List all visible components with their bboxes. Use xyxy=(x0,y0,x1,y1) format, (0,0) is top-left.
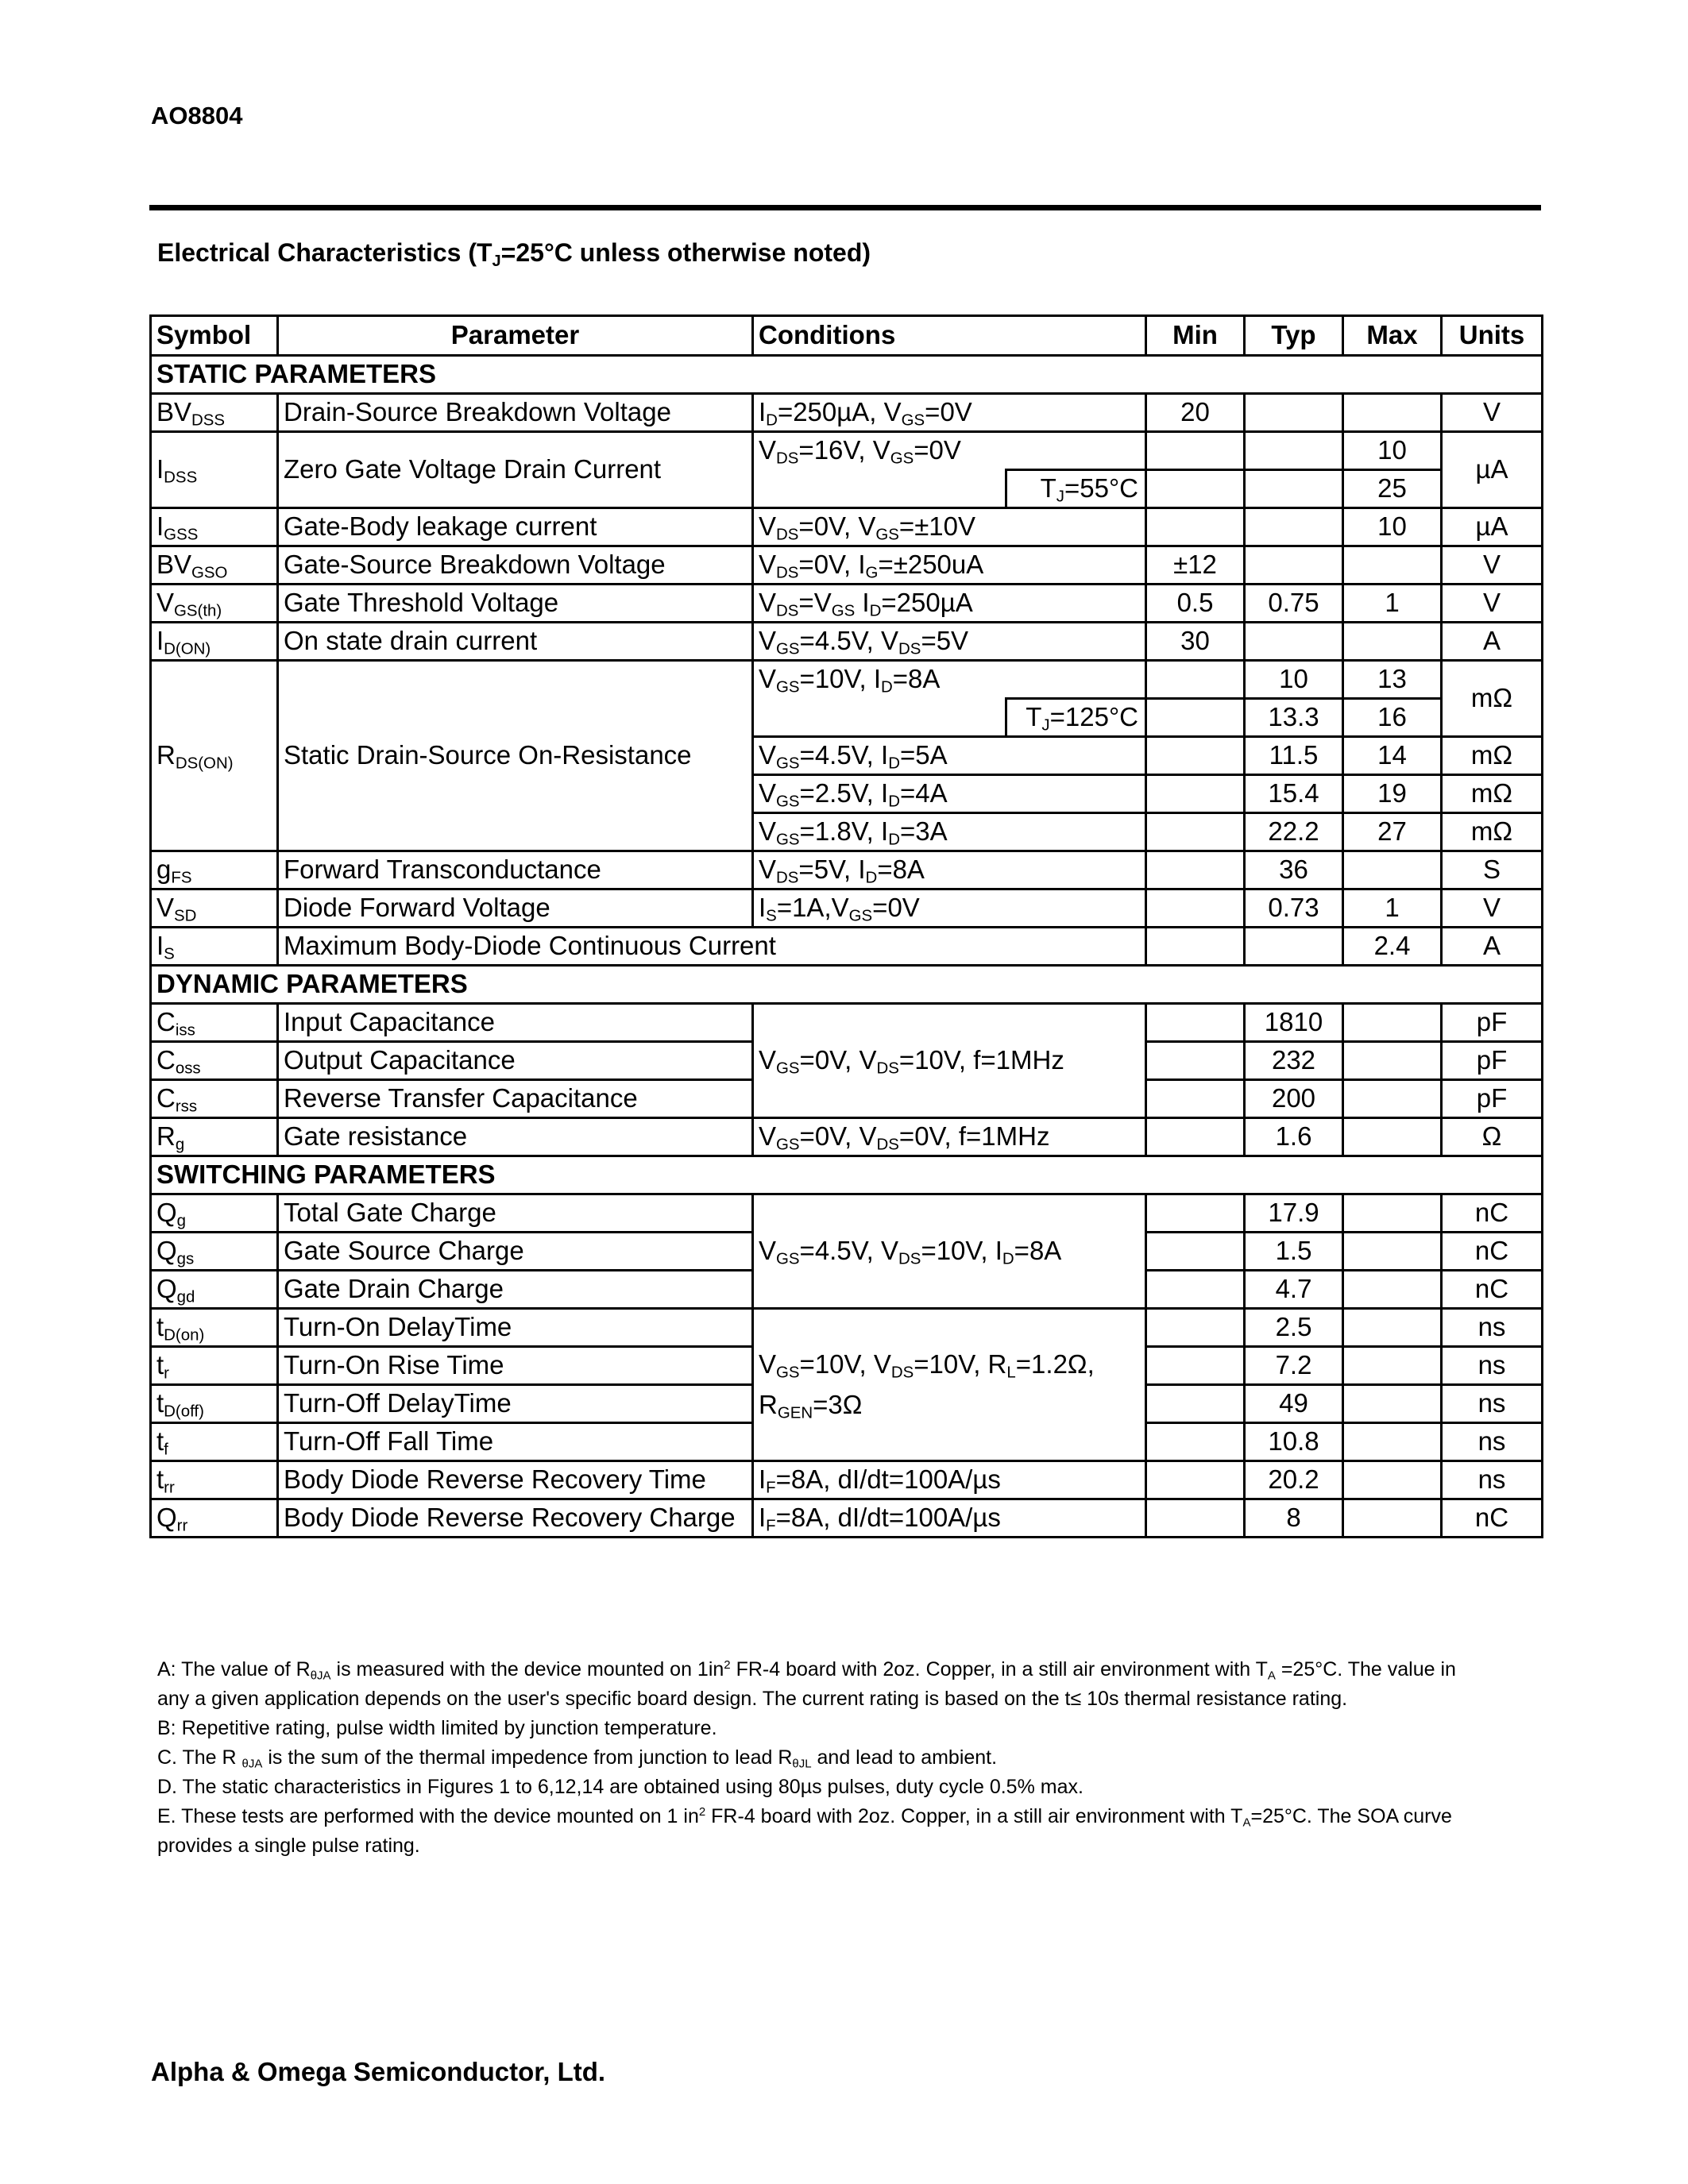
note-e: E. These tests are performed with the device mounted on 1 $in^2$ FR-4 board with 2oz. Copper, in a still air environment with $T_A=25^\circ C$. The SOA curve provides a single pulse rating. xyxy=(157,1805,1452,1857)
table-row xyxy=(151,585,1543,623)
symbol-cell: $BV_{GSO}$ xyxy=(151,546,278,585)
typ-cell xyxy=(1245,623,1343,661)
max-cell xyxy=(1343,546,1442,585)
min-cell xyxy=(1146,889,1245,928)
table-row xyxy=(151,394,1543,432)
min-cell xyxy=(1146,1080,1245,1118)
parameter-cell: Gate resistance xyxy=(278,1118,753,1156)
max-cell xyxy=(1343,1461,1442,1499)
max-cell xyxy=(1343,1423,1442,1461)
parameter-cell: Gate Source Charge xyxy=(278,1233,753,1271)
symbol-cell: $I_{DSS}$ xyxy=(151,432,278,508)
typ-cell: 1.5 xyxy=(1245,1233,1343,1271)
min-cell: ±12 xyxy=(1146,546,1245,585)
units-cell: nC xyxy=(1442,1194,1543,1233)
parameter-cell: Gate-Body leakage current xyxy=(278,508,753,546)
note-d: D. The static characteristics in Figures 1 to 6,12,14 are obtained using 80µs pulses, duty cycle 0.5% max. xyxy=(157,1776,1083,1798)
symbol-cell: $t_{D(off)}$ xyxy=(151,1385,278,1423)
units-cell: ns xyxy=(1442,1385,1543,1423)
typ-cell xyxy=(1245,928,1343,966)
typ-cell: 232 xyxy=(1245,1042,1343,1080)
min-cell: 20 xyxy=(1146,394,1245,432)
units-cell: nC xyxy=(1442,1271,1543,1309)
units-cell: µA xyxy=(1442,432,1543,508)
header-conditions: Conditions xyxy=(753,316,1146,356)
symbol-cell: $Q_g$ xyxy=(151,1194,278,1233)
conditions-cell: $V_{GS}=4.5V$, $V_{DS}=5V$ xyxy=(753,623,1146,661)
typ-cell: 1.6 xyxy=(1245,1118,1343,1156)
table-row xyxy=(151,432,1543,470)
header-symbol: Symbol xyxy=(151,316,278,356)
section-row-static xyxy=(151,356,1543,394)
typ-cell: 11.5 xyxy=(1245,737,1343,775)
table-row xyxy=(151,1194,1543,1233)
typ-cell: 2.5 xyxy=(1245,1309,1343,1347)
symbol-cell: $Q_{gd}$ xyxy=(151,1271,278,1309)
conditions-cell: $V_{GS}=4.5V$, $V_{DS}=10V$, $I_D=8A$ xyxy=(753,1194,1146,1309)
conditions-cell: $I_F=8A$, dI/dt=100A/µs xyxy=(753,1461,1146,1499)
table-header-row xyxy=(151,316,1543,356)
parameter-cell: Zero Gate Voltage Drain Current xyxy=(278,432,753,508)
max-cell xyxy=(1343,1118,1442,1156)
conditions-cell: $V_{DS}=16V$, $V_{GS}=0V$ xyxy=(753,432,1146,470)
table-row xyxy=(151,1309,1543,1347)
units-cell: S xyxy=(1442,851,1543,889)
typ-cell: 49 xyxy=(1245,1385,1343,1423)
table-row xyxy=(151,1004,1543,1042)
units-cell: pF xyxy=(1442,1042,1543,1080)
typ-cell: 13.3 xyxy=(1245,699,1343,737)
max-cell xyxy=(1343,1499,1442,1538)
min-cell xyxy=(1146,737,1245,775)
typ-cell: 36 xyxy=(1245,851,1343,889)
max-cell: 2.4 xyxy=(1343,928,1442,966)
parameter-cell: Static Drain-Source On-Resistance xyxy=(278,661,753,851)
min-cell xyxy=(1146,1194,1245,1233)
min-cell xyxy=(1146,1347,1245,1385)
conditions-cell: $V_{DS}=0V$, $I_G=\pm 250uA$ xyxy=(753,546,1146,585)
parameter-cell: Gate Drain Charge xyxy=(278,1271,753,1309)
max-cell: 10 xyxy=(1343,508,1442,546)
parameter-cell: Gate-Source Breakdown Voltage xyxy=(278,546,753,585)
conditions-cell: $V_{GS}=10V$, $V_{DS}=10V$, $R_L=1.2\Omega$, $R_{GEN}=3\Omega$ xyxy=(753,1309,1146,1461)
typ-cell: 8 xyxy=(1245,1499,1343,1538)
temperature-condition: $T_J=55^\circ C$ xyxy=(1006,470,1146,508)
typ-cell xyxy=(1245,432,1343,470)
conditions-cell: $V_{GS}=2.5V$, $I_D=4A$ xyxy=(753,775,1146,813)
typ-cell xyxy=(1245,470,1343,508)
max-cell: 1 xyxy=(1343,585,1442,623)
units-cell: mΩ xyxy=(1442,661,1543,737)
part-number: AO8804 xyxy=(151,102,243,129)
header-rule xyxy=(149,205,1541,210)
units-cell: Ω xyxy=(1442,1118,1543,1156)
units-cell: V xyxy=(1442,585,1543,623)
min-cell xyxy=(1146,1423,1245,1461)
table-row xyxy=(151,1461,1543,1499)
typ-cell: 10.8 xyxy=(1245,1423,1343,1461)
max-cell xyxy=(1343,1004,1442,1042)
symbol-cell: $C_{iss}$ xyxy=(151,1004,278,1042)
header-typ: Typ xyxy=(1245,316,1343,356)
min-cell xyxy=(1146,813,1245,851)
units-cell: µA xyxy=(1442,508,1543,546)
table-row xyxy=(151,623,1543,661)
electrical-characteristics-table xyxy=(149,314,1543,1538)
parameter-cell: Turn-Off Fall Time xyxy=(278,1423,753,1461)
min-cell xyxy=(1146,470,1245,508)
temperature-condition: $T_J=125^\circ C$ xyxy=(1006,699,1146,737)
max-cell: 19 xyxy=(1343,775,1442,813)
units-cell: V xyxy=(1442,394,1543,432)
parameter-cell: Gate Threshold Voltage xyxy=(278,585,753,623)
section-title: Electrical Characteristics ($T_J=25^\circ C$ unless otherwise noted) xyxy=(157,238,871,270)
units-cell: mΩ xyxy=(1442,737,1543,775)
parameter-cell: Turn-On Rise Time xyxy=(278,1347,753,1385)
max-cell xyxy=(1343,1309,1442,1347)
max-cell: 27 xyxy=(1343,813,1442,851)
units-cell: A xyxy=(1442,928,1543,966)
min-cell xyxy=(1146,775,1245,813)
parameter-cell: Maximum Body-Diode Continuous Current xyxy=(278,928,1146,966)
typ-cell: 1810 xyxy=(1245,1004,1343,1042)
conditions-cell: $I_S=1A,V_{GS}=0V$ xyxy=(753,889,1146,928)
table-row xyxy=(151,508,1543,546)
conditions-cell: $V_{GS}=0V$, $V_{DS}=10V$, f=1MHz xyxy=(753,1004,1146,1118)
typ-cell: 7.2 xyxy=(1245,1347,1343,1385)
header-max: Max xyxy=(1343,316,1442,356)
section-dynamic: DYNAMIC PARAMETERS xyxy=(151,966,1543,1004)
symbol-cell: $R_g$ xyxy=(151,1118,278,1156)
min-cell xyxy=(1146,1233,1245,1271)
max-cell xyxy=(1343,1080,1442,1118)
units-cell: ns xyxy=(1442,1423,1543,1461)
parameter-cell: Diode Forward Voltage xyxy=(278,889,753,928)
symbol-cell: $g_{FS}$ xyxy=(151,851,278,889)
table-row xyxy=(151,851,1543,889)
section-switching: SWITCHING PARAMETERS xyxy=(151,1156,1543,1194)
min-cell xyxy=(1146,1309,1245,1347)
min-cell xyxy=(1146,1004,1245,1042)
header-parameter: Parameter xyxy=(278,316,753,356)
table-row xyxy=(151,661,1543,699)
typ-cell xyxy=(1245,394,1343,432)
typ-cell: 20.2 xyxy=(1245,1461,1343,1499)
min-cell xyxy=(1146,928,1245,966)
units-cell: ns xyxy=(1442,1461,1543,1499)
typ-cell: 4.7 xyxy=(1245,1271,1343,1309)
parameter-cell: Body Diode Reverse Recovery Time xyxy=(278,1461,753,1499)
symbol-cell: $t_{D(on)}$ xyxy=(151,1309,278,1347)
typ-cell: 0.73 xyxy=(1245,889,1343,928)
table-row xyxy=(151,546,1543,585)
max-cell: 1 xyxy=(1343,889,1442,928)
conditions-cell: $V_{DS}=V_{GS}$ $I_D=250\mu A$ xyxy=(753,585,1146,623)
min-cell: 30 xyxy=(1146,623,1245,661)
symbol-cell: $V_{GS(th)}$ xyxy=(151,585,278,623)
min-cell xyxy=(1146,508,1245,546)
note-a: A: The value of $R_{\theta JA}$ is measured with the device mounted on $1in^2$ FR-4 board with 2oz. Copper, in a still air environment with $T_A =25^\circ C$. The value in any a given application depends on the user's specific board design. The current rating is based on the t≤ 10s thermal resistance rating. xyxy=(157,1658,1456,1710)
company-footer: Alpha & Omega Semiconductor, Ltd. xyxy=(151,2057,606,2086)
symbol-cell: $Q_{rr}$ xyxy=(151,1499,278,1538)
footnotes xyxy=(157,1655,1476,1861)
units-cell: nC xyxy=(1442,1233,1543,1271)
symbol-cell: $t_r$ xyxy=(151,1347,278,1385)
min-cell: 0.5 xyxy=(1146,585,1245,623)
parameter-cell: Reverse Transfer Capacitance xyxy=(278,1080,753,1118)
note-b: B: Repetitive rating, pulse width limited by junction temperature. xyxy=(157,1717,717,1739)
units-cell: A xyxy=(1442,623,1543,661)
min-cell xyxy=(1146,1271,1245,1309)
max-cell xyxy=(1343,1042,1442,1080)
symbol-cell: $Q_{gs}$ xyxy=(151,1233,278,1271)
max-cell: 13 xyxy=(1343,661,1442,699)
symbol-cell: $I_{D(ON)}$ xyxy=(151,623,278,661)
section-row-switching xyxy=(151,1156,1543,1194)
max-cell xyxy=(1343,1194,1442,1233)
parameter-cell: Total Gate Charge xyxy=(278,1194,753,1233)
max-cell xyxy=(1343,394,1442,432)
conditions-cell: $V_{DS}=5V$, $I_D=8A$ xyxy=(753,851,1146,889)
max-cell xyxy=(1343,1385,1442,1423)
min-cell xyxy=(1146,1499,1245,1538)
typ-cell: 10 xyxy=(1245,661,1343,699)
symbol-cell: $C_{rss}$ xyxy=(151,1080,278,1118)
section-static: STATIC PARAMETERS xyxy=(151,356,1543,394)
max-cell xyxy=(1343,1233,1442,1271)
note-c: C. The R $_{\theta JA}$ is the sum of the thermal impedence from junction to lead $R_{\theta JL}$ and lead to ambient. xyxy=(157,1746,998,1771)
units-cell: ns xyxy=(1442,1347,1543,1385)
max-cell xyxy=(1343,851,1442,889)
symbol-cell: $I_{GSS}$ xyxy=(151,508,278,546)
min-cell xyxy=(1146,1461,1245,1499)
min-cell xyxy=(1146,851,1245,889)
conditions-cell: $V_{GS}=1.8V$, $I_D=3A$ xyxy=(753,813,1146,851)
max-cell: 16 xyxy=(1343,699,1442,737)
parameter-cell: Turn-On DelayTime xyxy=(278,1309,753,1347)
min-cell xyxy=(1146,1042,1245,1080)
section-row-dynamic xyxy=(151,966,1543,1004)
table-row xyxy=(151,1118,1543,1156)
units-cell: V xyxy=(1442,546,1543,585)
symbol-cell: $t_{rr}$ xyxy=(151,1461,278,1499)
max-cell xyxy=(1343,1347,1442,1385)
symbol-cell: $t_f$ xyxy=(151,1423,278,1461)
units-cell: mΩ xyxy=(1442,813,1543,851)
symbol-cell: $C_{oss}$ xyxy=(151,1042,278,1080)
table-row xyxy=(151,928,1543,966)
table-row xyxy=(151,1499,1543,1538)
conditions-cell: $V_{GS}=0V$, $V_{DS}=0V$, f=1MHz xyxy=(753,1118,1146,1156)
table-row xyxy=(151,889,1543,928)
conditions-cell: $V_{GS}=4.5V$, $I_D=5A$ xyxy=(753,737,1146,775)
min-cell xyxy=(1146,661,1245,699)
parameter-cell: Forward Transconductance xyxy=(278,851,753,889)
conditions-cell: $I_F=8A$, dI/dt=100A/µs xyxy=(753,1499,1146,1538)
symbol-cell: $R_{DS(ON)}$ xyxy=(151,661,278,851)
conditions-spacer xyxy=(753,470,1006,508)
typ-cell: 22.2 xyxy=(1245,813,1343,851)
units-cell: mΩ xyxy=(1442,775,1543,813)
typ-cell: 15.4 xyxy=(1245,775,1343,813)
typ-cell: 0.75 xyxy=(1245,585,1343,623)
symbol-cell: $V_{SD}$ xyxy=(151,889,278,928)
header-units: Units xyxy=(1442,316,1543,356)
units-cell: pF xyxy=(1442,1004,1543,1042)
min-cell xyxy=(1146,432,1245,470)
max-cell: 25 xyxy=(1343,470,1442,508)
max-cell: 10 xyxy=(1343,432,1442,470)
min-cell xyxy=(1146,1385,1245,1423)
units-cell: pF xyxy=(1442,1080,1543,1118)
parameter-cell: Drain-Source Breakdown Voltage xyxy=(278,394,753,432)
max-cell: 14 xyxy=(1343,737,1442,775)
conditions-spacer xyxy=(753,699,1006,737)
units-cell: nC xyxy=(1442,1499,1543,1538)
max-cell xyxy=(1343,1271,1442,1309)
parameter-cell: Input Capacitance xyxy=(278,1004,753,1042)
units-cell: V xyxy=(1442,889,1543,928)
header-min: Min xyxy=(1146,316,1245,356)
typ-cell: 17.9 xyxy=(1245,1194,1343,1233)
conditions-cell: $V_{GS}=10V$, $I_D=8A$ xyxy=(753,661,1146,699)
typ-cell: 200 xyxy=(1245,1080,1343,1118)
symbol-cell: $I_S$ xyxy=(151,928,278,966)
units-cell: ns xyxy=(1442,1309,1543,1347)
parameter-cell: Turn-Off DelayTime xyxy=(278,1385,753,1423)
conditions-cell: $I_D=250\mu A$, $V_{GS}=0V$ xyxy=(753,394,1146,432)
parameter-cell: On state drain current xyxy=(278,623,753,661)
parameter-cell: Body Diode Reverse Recovery Charge xyxy=(278,1499,753,1538)
symbol-cell: $BV_{DSS}$ xyxy=(151,394,278,432)
conditions-cell: $V_{DS}=0V$, $V_{GS}=\pm 10V$ xyxy=(753,508,1146,546)
typ-cell xyxy=(1245,546,1343,585)
parameter-cell: Output Capacitance xyxy=(278,1042,753,1080)
min-cell xyxy=(1146,699,1245,737)
max-cell xyxy=(1343,623,1442,661)
min-cell xyxy=(1146,1118,1245,1156)
typ-cell xyxy=(1245,508,1343,546)
